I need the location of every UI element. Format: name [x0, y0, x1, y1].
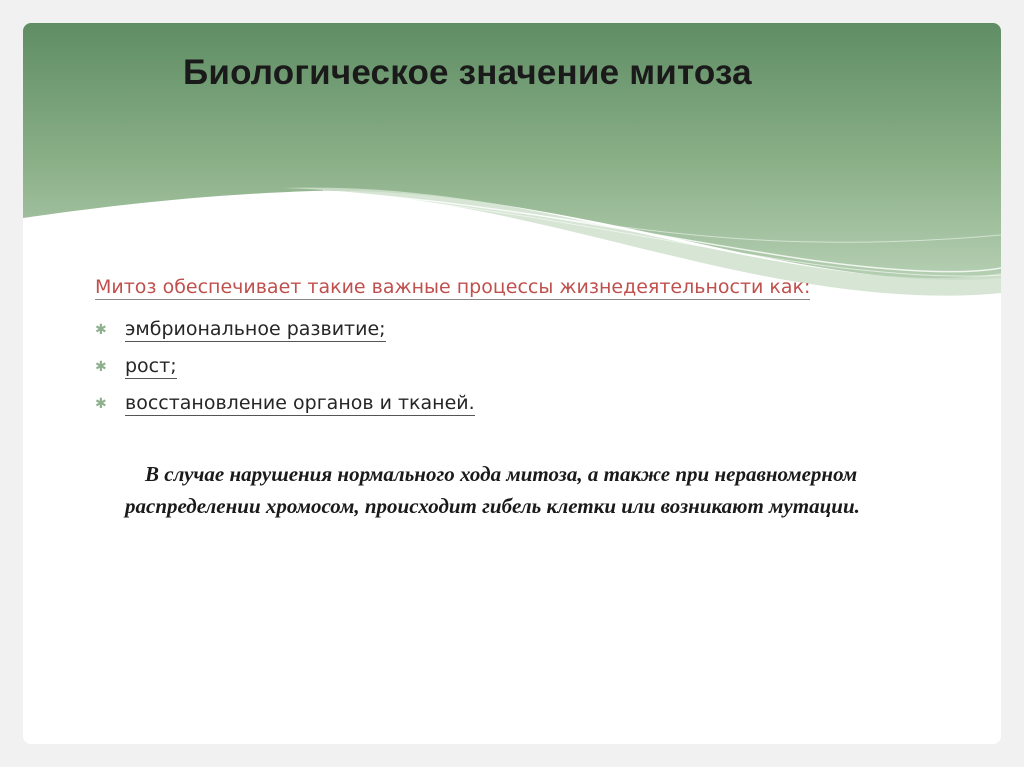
note-paragraph: В случае нарушения нормального хода митоза, а также при неравномерном распределении хромосом, происходит гибель клетки или возникают мутации.	[125, 462, 860, 518]
intro-text: Митоз обеспечивает такие важные процессы жизнедеятельности как:	[95, 276, 811, 298]
asterisk-bullet-icon: ✱	[95, 358, 107, 375]
bullet-text: рост;	[125, 354, 177, 377]
asterisk-bullet-icon: ✱	[95, 395, 107, 412]
list-item	[95, 311, 475, 348]
slide-title: Биологическое значение митоза	[183, 53, 752, 92]
list-item	[95, 348, 475, 385]
asterisk-bullet-icon: ✱	[95, 321, 107, 338]
list-item	[95, 385, 475, 422]
bullet-list	[95, 311, 475, 422]
slide-card	[23, 23, 1001, 744]
bullet-text: эмбриональное развитие;	[125, 317, 386, 340]
bullet-text: восстановление органов и тканей.	[125, 391, 475, 414]
